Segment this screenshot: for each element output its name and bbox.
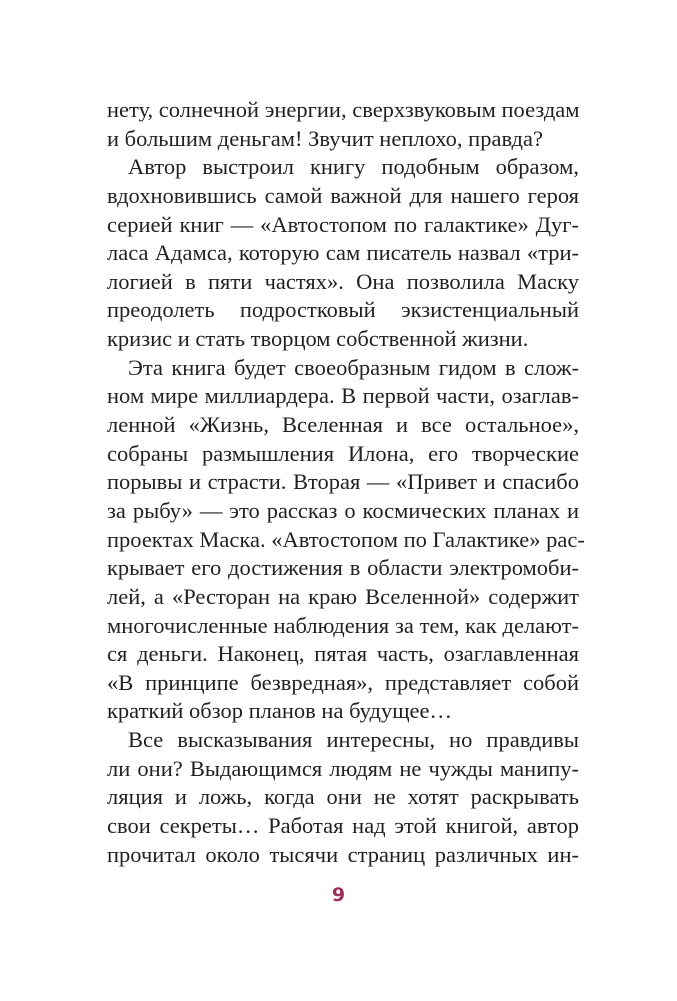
paragraph [107, 96, 579, 153]
text-line: свои секреты… Работая над этой книгой, автор [107, 813, 579, 839]
text-line: ся деньги. Наконец, пятая часть, озаглавленная [107, 641, 579, 667]
text-line: ленной «Жизнь, Вселенная и все остальное», [107, 412, 579, 438]
text-line: нету, солнечной энергии, сверхзвуковым поездам [107, 97, 580, 122]
paragraph [107, 153, 579, 353]
paragraph [107, 726, 579, 869]
text-line: кризис и стать творцом собственной жизни. [107, 326, 529, 352]
body-text [107, 96, 585, 869]
text-line: ласа Адамса, которую сам писатель назвал «три- [107, 240, 579, 266]
text-line: логией в пяти частях». Она позволила Маску [107, 268, 579, 294]
text-line: крывает его достижения в области электромоби- [107, 555, 579, 581]
text-line: ном мире миллиардера. В первой части, озаглав- [107, 383, 579, 409]
text-line: и большим деньгам! Звучит неплохо, правда? [107, 125, 543, 151]
text-line: преодолеть подростковый экзистенциальный [107, 297, 579, 323]
text-line: Автор выстроил книгу подобным образом, [128, 154, 579, 180]
text-line: многочисленные наблюдения за тем, как делают- [107, 612, 579, 638]
text-line: ляция и ложь, когда они не хотят раскрывать [107, 784, 579, 810]
text-line: лей, а «Ресторан на краю Вселенной» содержит [107, 583, 579, 609]
text-line: ли они? Выдающимся людям не чужды манипу- [107, 755, 579, 781]
page-number: 9 [331, 884, 346, 906]
text-line: за рыбу» — это рассказ о космических планах и [107, 497, 579, 523]
text-line: проектах Маска. «Автостопом по Галактике» рас- [107, 526, 585, 552]
text-line: серией книг — «Автостопом по галактике» Дуг- [107, 211, 579, 237]
text-line: собраны размышления Илона, его творческие [107, 440, 579, 466]
text-line: порывы и страсти. Вторая — «Привет и спасибо [107, 469, 579, 495]
paragraph [107, 354, 585, 726]
text-line: «В принципе безвредная», представляет собой [107, 669, 579, 695]
text-line: краткий обзор планов на будущее… [107, 698, 453, 724]
text-line: Все высказывания интересны, но правдивы [128, 727, 579, 753]
text-line: Эта книга будет своеобразным гидом в слож- [128, 354, 579, 380]
text-line: прочитал около тысячи страниц различных ин- [107, 841, 579, 867]
text-line: вдохновившись самой важной для нашего героя [107, 182, 579, 208]
